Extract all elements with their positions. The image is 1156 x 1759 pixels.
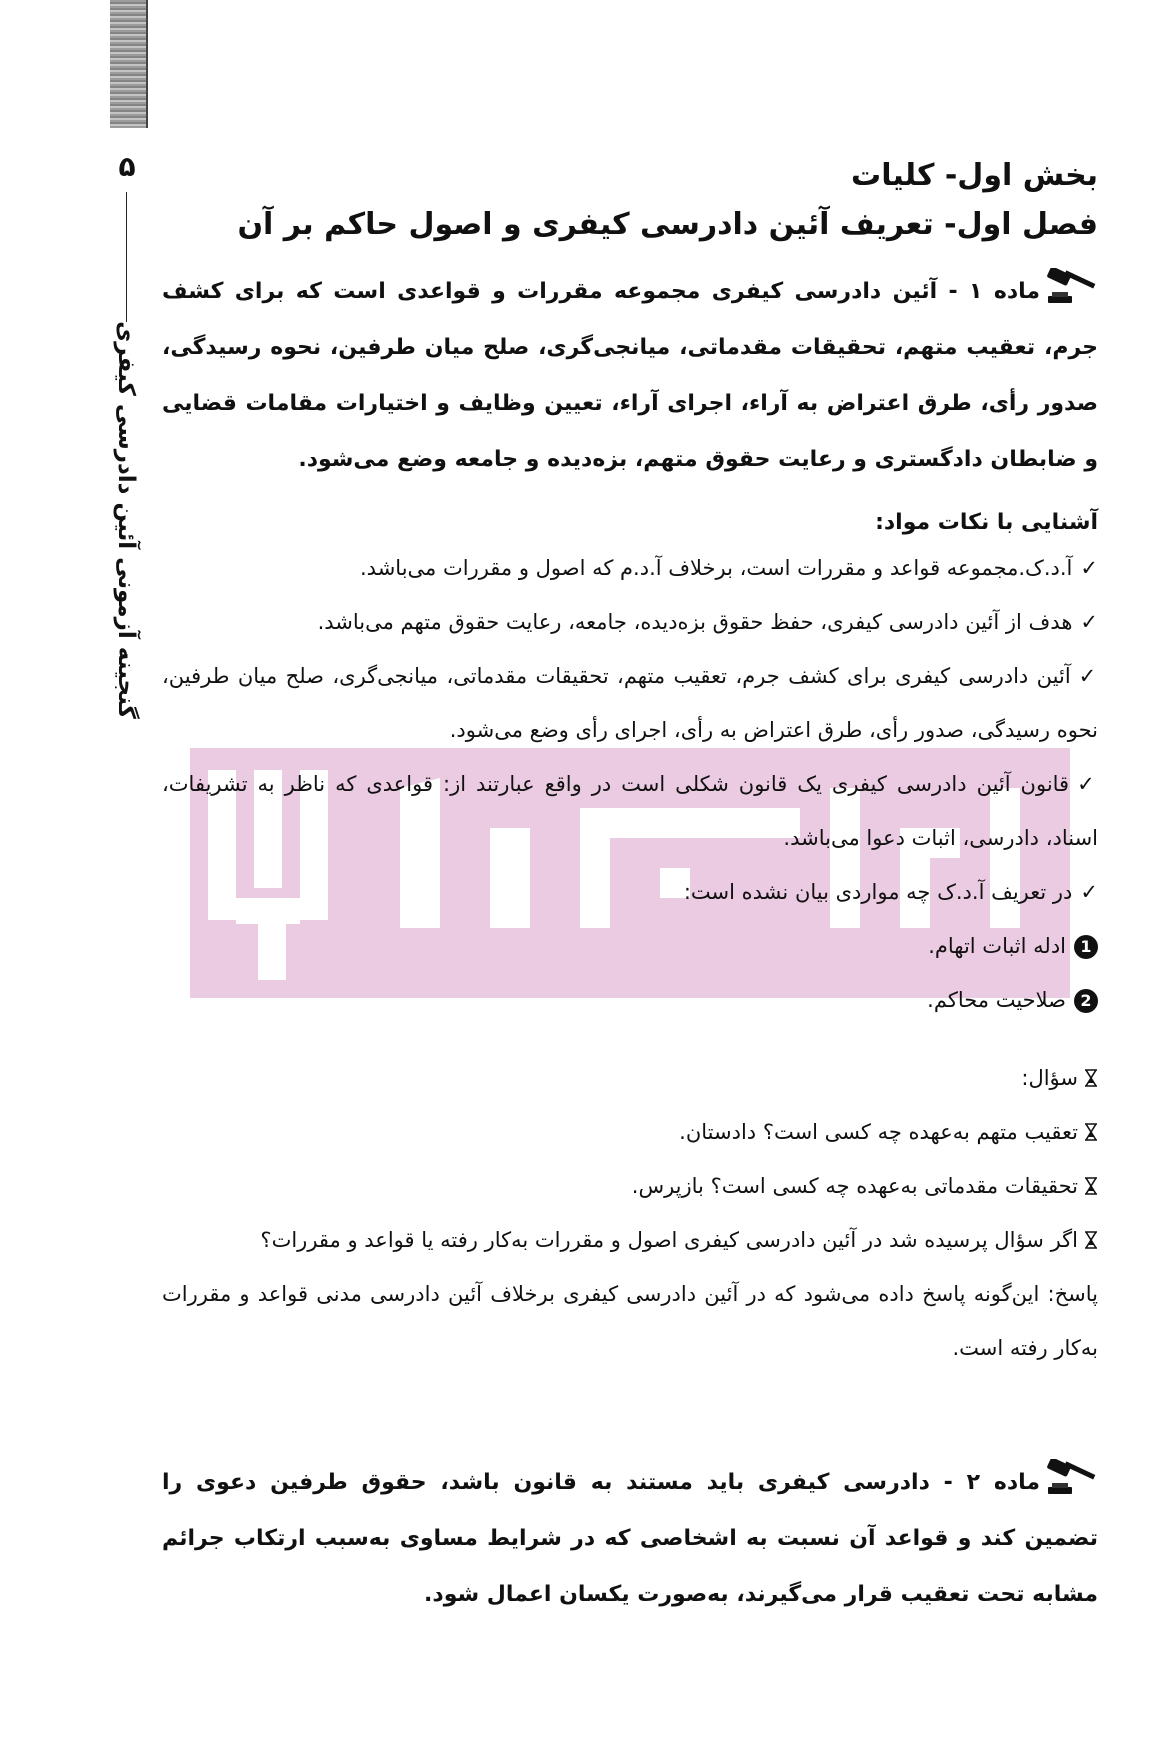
note-item bbox=[162, 649, 1098, 757]
hourglass-icon bbox=[1084, 1177, 1098, 1195]
scan-edge-texture bbox=[110, 0, 146, 128]
note-text: در تعریف آ.د.ک چه مواردی بیان نشده است: bbox=[683, 880, 1073, 904]
running-title: گنجینه آزمونی آئین دادرسی کیفری bbox=[113, 321, 139, 719]
question-item bbox=[162, 1159, 1098, 1213]
note-item bbox=[162, 595, 1098, 649]
note-text: قانون آئین دادرسی کیفری یک قانون شکلی است در واقع عبارتند از: قواعدی که ناظر به تشریفات، اسناد، دادرسی، اثبات دعوا می‌باشد. bbox=[162, 772, 1098, 850]
question-text: اگر سؤال پرسیده شد در آئین دادرسی کیفری اصول و مقررات به‌کار رفته یا قواعد و مقررات؟ bbox=[260, 1228, 1078, 1252]
check-mark-icon: ✓ bbox=[1078, 664, 1098, 688]
notes-title: آشنایی با نکات مواد: bbox=[875, 510, 1098, 535]
gavel-icon bbox=[1044, 1459, 1098, 1497]
article-2 bbox=[162, 1455, 1098, 1623]
note-item bbox=[162, 541, 1098, 595]
page-number: ۵ bbox=[118, 150, 136, 183]
hourglass-icon bbox=[1084, 1231, 1098, 1249]
check-mark-icon: ✓ bbox=[1080, 610, 1098, 634]
hourglass-icon bbox=[1084, 1069, 1098, 1087]
note-text: هدف از آئین دادرسی کیفری، حفظ حقوق بزه‌دیده، جامعه، رعایت حقوق متهم می‌باشد. bbox=[317, 610, 1073, 634]
article-1 bbox=[162, 264, 1098, 488]
article-1-text: ماده ۱ - آئین دادرسی کیفری مجموعه مقررات و قواعدی است که برای کشف جرم، تعقیب متهم، تحقیقات مقدماتی، میانجی‌گری، صلح میان طرفین، نحوه رسیدگی، صدور رأی، طرق اعتراض به آراء، اجرای آراء، تعیین وظایف و اختیارات مقامات قضایی و ضابطان دادگستری و رعایت حقوق متهم، بزه‌دیده و جامعه وضع می‌شود. bbox=[162, 279, 1098, 472]
note-text: آ.د.ک.مجموعه قواعد و مقررات است، برخلاف آ.د.م که اصول و مقررات می‌باشد. bbox=[360, 556, 1073, 580]
number-badge: 2 bbox=[1074, 989, 1098, 1013]
part-title: بخش اول- کلیات bbox=[851, 158, 1098, 193]
question-item bbox=[162, 1105, 1098, 1159]
question-item bbox=[162, 1213, 1098, 1267]
question-text: سؤال: bbox=[1021, 1066, 1078, 1090]
scan-edge-line bbox=[146, 0, 148, 128]
answer-text: پاسخ: این‌گونه پاسخ داده می‌شود که در آئین دادرسی کیفری برخلاف آئین دادرسی مدنی قواعد و مقررات به‌کار رفته است. bbox=[162, 1282, 1098, 1360]
question-text: تعقیب متهم به‌عهده چه کسی است؟ دادستان. bbox=[679, 1120, 1078, 1144]
note-text: آئین دادرسی کیفری برای کشف جرم، تعقیب متهم، تحقیقات مقدماتی، میانجی‌گری، صلح میان طرفین، نحوه رسیدگی، صدور رأی، طرق اعتراض به رأی، اجرای رأی وضع می‌شود. bbox=[162, 664, 1098, 742]
header-rule bbox=[126, 192, 127, 322]
numbered-item bbox=[162, 919, 1098, 973]
question-text: تحقیقات مقدماتی به‌عهده چه کسی است؟ بازپرس. bbox=[631, 1174, 1078, 1198]
note-item bbox=[162, 865, 1098, 919]
check-mark-icon: ✓ bbox=[1080, 556, 1098, 580]
check-mark-icon: ✓ bbox=[1077, 772, 1098, 796]
gavel-icon bbox=[1044, 268, 1098, 306]
numbered-item bbox=[162, 973, 1098, 1027]
chapter-title: فصل اول- تعریف آئین دادرسی کیفری و اصول حاکم بر آن bbox=[237, 207, 1098, 242]
article-2-text: ماده ۲ - دادرسی کیفری باید مستند به قانون باشد، حقوق طرفین دعوی را تضمین کند و قواعد آن نسبت به اشخاصی که در شرایط مساوی به‌سبب ارتکاب جرائم مشابه تحت تعقیب قرار می‌گیرند، به‌صورت یکسان اعمال شود. bbox=[162, 1470, 1098, 1607]
numbered-text: ادله اثبات اتهام. bbox=[928, 934, 1066, 958]
check-mark-icon: ✓ bbox=[1080, 880, 1098, 904]
numbered-text: صلاحیت محاکم. bbox=[927, 988, 1066, 1012]
number-badge: 1 bbox=[1074, 935, 1098, 959]
hourglass-icon bbox=[1084, 1123, 1098, 1141]
page-content bbox=[162, 158, 1098, 1623]
note-item bbox=[162, 757, 1098, 865]
question-heading bbox=[162, 1051, 1098, 1105]
